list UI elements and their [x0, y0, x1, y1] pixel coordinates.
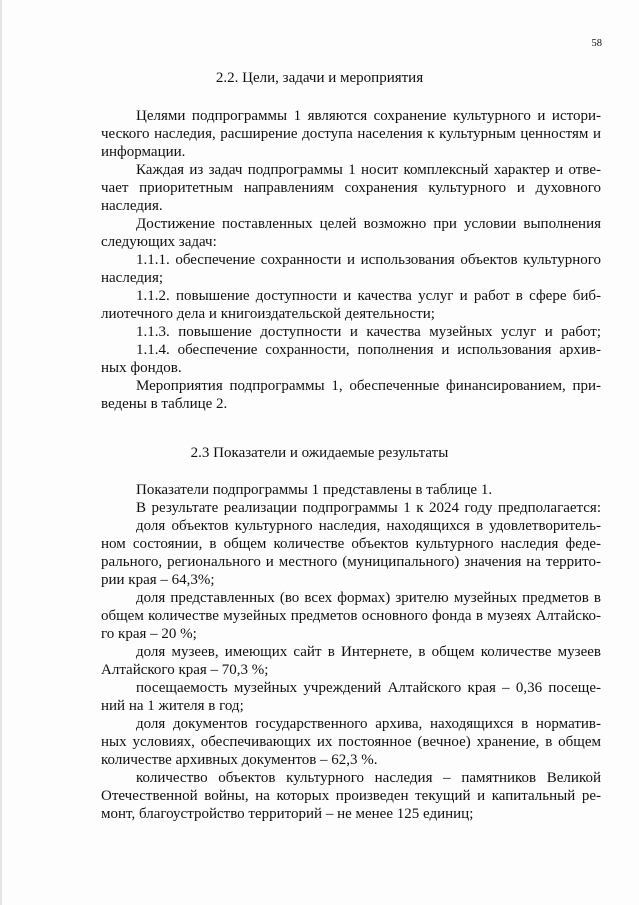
paragraph-line: рального, регионального и местного (муниципального) значения на террито-: [101, 554, 601, 570]
list-item-line: 1.1.2. повышение доступности и качества услуг и работ в сфере биб-: [136, 288, 601, 304]
paragraph-line: ном состоянии, в общем количестве объектов культурного наследия феде-: [101, 536, 601, 552]
paragraph-line: Отечественной войны, на которых произведен текущий и капитальный ре-: [101, 788, 601, 804]
paragraph-line: посещаемость музейных учреждений Алтайского края – 0,36 посеще-: [136, 680, 601, 696]
paragraph-line: Каждая из задач подпрограммы 1 носит комплексный характер и отве-: [136, 162, 601, 178]
paragraph-line: Достижение поставленных целей возможно при условии выполнения: [136, 216, 601, 232]
paragraph-line: количество объектов культурного наследия – памятников Великой: [136, 770, 601, 786]
section-heading: 2.2. Цели, задачи и мероприятия: [215, 70, 424, 86]
list-item-line: 1.1.3. повышение доступности и качества музейных услуг и работ;: [136, 324, 601, 340]
paragraph-line: В результате реализации подпрограммы 1 к 2024 году предполагается:: [136, 500, 601, 516]
paragraph-line: Мероприятия подпрограммы 1, обеспеченные финансированием, при-: [136, 378, 601, 394]
paragraph-line: ний на 1 жителя в год;: [101, 698, 244, 714]
list-item-line: ных фондов.: [101, 360, 182, 376]
paragraph-line: доля музеев, имеющих сайт в Интернете, в общем количестве музеев: [136, 644, 601, 660]
paragraph-line: наследия.: [101, 198, 163, 214]
page-number: 58: [591, 38, 602, 49]
section-heading: 2.3 Показатели и ожидаемые результаты: [190, 445, 449, 461]
paragraph-line: Целями подпрограммы 1 являются сохранение культурного и истори-: [136, 108, 601, 124]
paragraph-line: ведены в таблице 2.: [101, 396, 228, 412]
paragraph-line: чает приоритетным направлениям сохранения культурного и духовного: [101, 180, 601, 196]
list-item-line: лиотечного дела и книгоиздательской деятельности;: [101, 306, 435, 322]
list-item-line: 1.1.1. обеспечение сохранности и использования объектов культурного: [136, 252, 601, 268]
paragraph-line: доля документов государственного архива, находящихся в норматив-: [136, 716, 601, 732]
paragraph-line: информации.: [101, 144, 186, 160]
list-item-line: 1.1.4. обеспечение сохранности, пополнения и использования архив-: [136, 342, 601, 358]
paragraph-line: следующих задач:: [101, 234, 217, 250]
paragraph-line: го края – 20 %;: [101, 626, 197, 642]
paragraph-line: общем количестве музейных предметов основного фонда в музеях Алтайско-: [101, 608, 601, 624]
paragraph-line: ческого наследия, расширение доступа населения к культурным ценностям и: [101, 126, 601, 142]
paragraph-line: рии края – 64,3%;: [101, 572, 215, 588]
paragraph-line: монт, благоустройство территорий – не менее 125 единиц;: [101, 806, 474, 822]
paragraph-line: Показатели подпрограммы 1 представлены в таблице 1.: [136, 482, 493, 498]
paragraph-line: Алтайского края – 70,3 %;: [101, 662, 269, 678]
paragraph-line: количестве архивных документов – 62,3 %.: [101, 752, 378, 768]
list-item-line: наследия;: [101, 270, 164, 286]
paragraph-line: ных условиях, обеспечивающих их постоянное (вечное) хранение, в общем: [101, 734, 601, 750]
paragraph-line: доля объектов культурного наследия, находящихся в удовлетворитель-: [136, 518, 601, 534]
paragraph-line: доля представленных (во всех формах) зрителю музейных предметов в: [136, 590, 601, 606]
